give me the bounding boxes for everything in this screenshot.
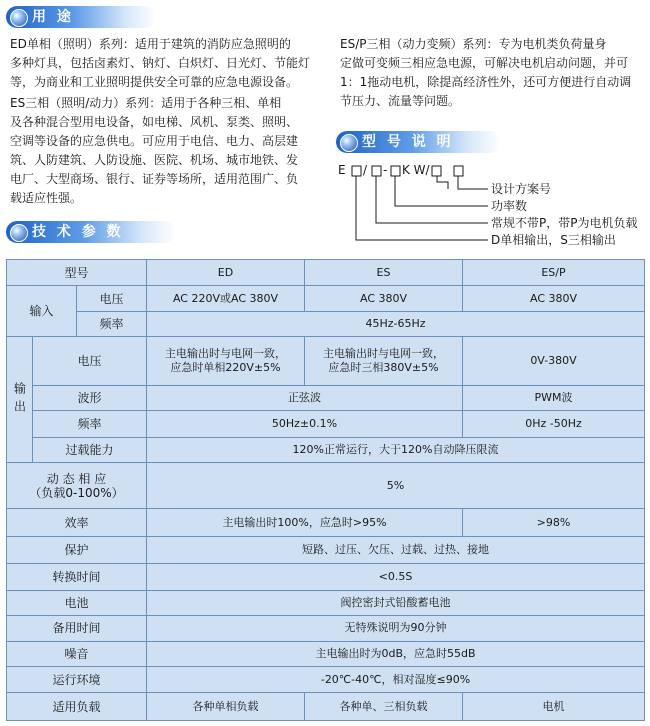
- label-output-type: D单相输出，S三相输出: [491, 233, 616, 247]
- load-esp: 电机: [463, 693, 645, 721]
- esp-description: ES/P三相（动力变频）系列：专为电机类负荷量身 定做可变频三相应急电源，可解决电机启动问题，并可 1：1拖动电机，除提高经济性外，还可方便进行自动调 节压力、流量等问题。: [340, 37, 632, 108]
- leader-design-no: [458, 176, 488, 189]
- header-model: 型号: [7, 260, 147, 286]
- output-overload-label: 过载能力: [33, 437, 147, 462]
- input-freq-label: 频率: [77, 311, 147, 336]
- table-row: [7, 411, 645, 437]
- environment-label: 运行环境: [7, 667, 147, 693]
- section-bullet-icon: [340, 134, 358, 152]
- table-row: [7, 509, 645, 536]
- label-power: 功率数: [491, 199, 528, 213]
- input-freq: 45Hz-65Hz: [147, 311, 645, 336]
- output-label: 输出: [7, 337, 33, 463]
- ed-description: ED单相（照明）系列：适用于建筑的消防应急照明的 多种灯具，包括卤素灯、钠灯、白炽灯、日光灯、节能灯 等，为商业和工业照明提供安全可靠的应急电源设备。: [10, 37, 311, 89]
- switch-time-value: <0.5S: [147, 564, 645, 590]
- code-dash: -: [383, 163, 388, 177]
- noise-label: 噪音: [7, 641, 147, 666]
- protection-value: 短路、过压、欠压、过载、过热、接地: [147, 536, 645, 563]
- backup-time-label: 备用时间: [7, 616, 147, 641]
- table-row: [7, 337, 645, 386]
- header-es: ES: [305, 260, 463, 286]
- dynamic-label: 动 态 相 应 （负载0-100%）: [7, 462, 147, 509]
- output-wave-label: 波形: [33, 385, 147, 410]
- section-title: 型 号 说 明: [362, 134, 454, 150]
- table-row: [7, 260, 645, 286]
- efficiency-edes: 主电输出时100%，应急时>95%: [147, 509, 463, 536]
- label-load-type: 常规不带P，带P为电机负载: [491, 216, 638, 230]
- output-wave-esp: PWM波: [463, 385, 645, 410]
- es-description: ES三相（照明/动力）系列：适用于各种三相、单相 及各种混合型用电设备，如电梯、风机、泵类、照明、 空调等设备的应急供电。可应用于电信、电力、高层建 筑、人防建筑、人防设施、医院、机场、城市地铁、发 电厂、大型商场、银行、证券等场所，适用范围广、负 载适应性强。: [10, 96, 299, 205]
- output-overload: 120%正常运行，大于120%自动降压限流: [147, 437, 645, 462]
- output-freq-esp: 0Hz -50Hz: [463, 411, 645, 437]
- code-box-1: [352, 166, 361, 176]
- table-row: [7, 667, 645, 693]
- dynamic-value: 5%: [147, 462, 645, 509]
- output-wave-edes: 正弦波: [147, 385, 463, 410]
- protection-label: 保护: [7, 536, 147, 563]
- input-label: 输入: [7, 286, 77, 337]
- output-voltage-es: 主电输出时与电网一致， 应急时三相380V±5%: [305, 337, 463, 386]
- code-letter-e: E: [338, 163, 346, 177]
- backup-time-value: 无特殊说明为90分钟: [147, 616, 645, 641]
- table-row: [7, 616, 645, 641]
- header-esp: ES/P: [463, 260, 645, 286]
- efficiency-label: 效率: [7, 509, 147, 536]
- input-voltage-label: 电压: [77, 286, 147, 311]
- leader-power: [395, 176, 488, 206]
- section-title: 用 途: [32, 9, 74, 25]
- section-title: 技 术 参 数: [32, 224, 124, 240]
- table-row: [7, 564, 645, 590]
- environment-value: -20℃-40℃，相对湿度≤90%: [147, 667, 645, 693]
- label-design-no: 设计方案号: [491, 182, 552, 196]
- input-voltage-ed: AC 220V或AC 380V: [147, 286, 305, 311]
- section-bullet-icon: [10, 224, 28, 242]
- table-row: [7, 536, 645, 563]
- output-freq-label: 频率: [33, 411, 147, 437]
- battery-label: 电池: [7, 590, 147, 615]
- table-row: [7, 385, 645, 410]
- code-box-4: [432, 166, 441, 176]
- model-code-diagram: [338, 160, 638, 255]
- table-row: [7, 641, 645, 666]
- code-kw: K W/: [402, 163, 430, 177]
- input-voltage-es: AC 380V: [305, 286, 463, 311]
- header-ed: ED: [147, 260, 305, 286]
- section-header-usage: [6, 6, 156, 28]
- output-voltage-ed: 主电输出时与电网一致， 应急时单相220V±5%: [147, 337, 305, 386]
- code-slash: /: [363, 163, 368, 177]
- leader-load-type: [376, 176, 488, 223]
- section-bullet-icon: [10, 9, 28, 27]
- table-row: [7, 590, 645, 615]
- table-row: [7, 437, 645, 462]
- code-box-3: [391, 166, 400, 176]
- table-row: [7, 286, 645, 311]
- section-header-model: [336, 131, 501, 153]
- table-row: [7, 462, 645, 509]
- load-ed: 各种单相负载: [147, 693, 305, 721]
- load-es: 各种单、三相负载: [305, 693, 463, 721]
- output-freq-edes: 50Hz±0.1%: [147, 411, 463, 437]
- spec-table: [6, 259, 645, 721]
- section-header-tech: [6, 221, 176, 243]
- battery-value: 阀控密封式铅酸蓄电池: [147, 590, 645, 615]
- leader-connector: [437, 176, 448, 189]
- switch-time-label: 转换时间: [7, 564, 147, 590]
- table-row: [7, 693, 645, 721]
- output-voltage-label: 电压: [33, 337, 147, 386]
- code-box-5: [454, 166, 463, 176]
- code-box-2: [372, 166, 381, 176]
- noise-value: 主电输出时为0dB，应急时55dB: [147, 641, 645, 666]
- efficiency-esp: >98%: [463, 509, 645, 536]
- table-row: [7, 311, 645, 336]
- load-label: 适用负载: [7, 693, 147, 721]
- output-voltage-esp: 0V-380V: [463, 337, 645, 386]
- input-voltage-esp: AC 380V: [463, 286, 645, 311]
